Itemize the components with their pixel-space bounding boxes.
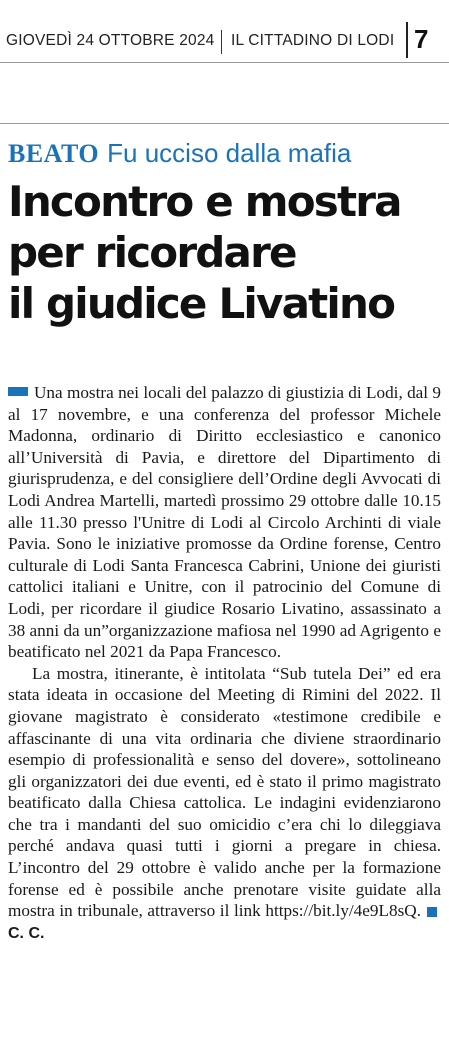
page-number-divider <box>406 22 408 58</box>
article-headline <box>8 176 444 329</box>
page-header <box>0 0 449 70</box>
article-top-rule <box>0 123 449 124</box>
end-square-icon <box>427 907 437 917</box>
paragraph-1 <box>8 382 441 663</box>
paragraph-2-text: La mostra, itinerante, è intitolata “Sub tutela Dei” ed era stata ideata in occasione del Meeting di Rimini del 2022. Il giovane magistrato è considerato «testimone credibile e affascinante di una vita ordinaria che diviene straordinario esempio di professionalità e senso del dovere», sottolineano gli organizzatori dei due eventi, ed è stato il primo magistrato beatificato dalla Chiesa cattolica. Le indagini evidenziarono che tra i mandanti del suo omicidio c’era chi lo dileggiava perché andava quasi tutti i giorni a pregare in chiesa. L’incontro del 29 ottobre è valido anche per la formazione forense ed è possibile anche prenotare visite guidate alla mostra in tribunale, attraverso il link https://bit.ly/4e9L8sQ. <box>8 663 441 921</box>
headline-line: il giudice Livatino <box>8 279 395 328</box>
newspaper-name: IL CITTADINO DI LODI <box>231 32 395 49</box>
article-body <box>8 382 441 944</box>
page-number: 7 <box>414 24 429 54</box>
header-divider <box>221 30 222 54</box>
headline-line: Incontro e mostra <box>8 177 401 226</box>
paragraph-2 <box>8 663 441 945</box>
article-kicker <box>8 138 351 169</box>
issue-date: GIOVEDÌ 24 OTTOBRE 2024 <box>6 32 215 49</box>
lead-square-icon <box>8 387 28 396</box>
kicker-label: BEATO <box>8 139 100 168</box>
kicker-text: Fu ucciso dalla mafia <box>107 138 352 168</box>
author-signature: C. C. <box>8 924 45 942</box>
header-rule <box>0 62 449 63</box>
paragraph-1-text: Una mostra nei locali del palazzo di giustizia di Lodi, dal 9 al 17 novembre, e una conferenza del professor Michele Madonna, ordinario di Diritto ecclesiastico e canonico all’Università di Pavia, e direttore del Dipartimento di giurisprudenza, e del consigliere dell’Ordine degli Avvocati di Lodi Andrea Martelli, martedì prossimo 29 ottobre dalle 10.15 alle 11.30 presso l'Unitre di Lodi al Circolo Archinti di viale Pavia. Sono le iniziative promosse da Ordine forense, Centro culturale di Lodi Santa Francesca Cabrini, Unione dei giuristi cattolici italiani e Unitre, con il patrocinio del Comune di Lodi, per ricordare il giudice Rosario Livatino, assassinato a 38 anni da un”organizzazione mafiosa nel 1990 ad Agrigento e beatificato nel 2021 da Papa Francesco. <box>8 383 441 662</box>
headline-line: per ricordare <box>8 228 296 277</box>
